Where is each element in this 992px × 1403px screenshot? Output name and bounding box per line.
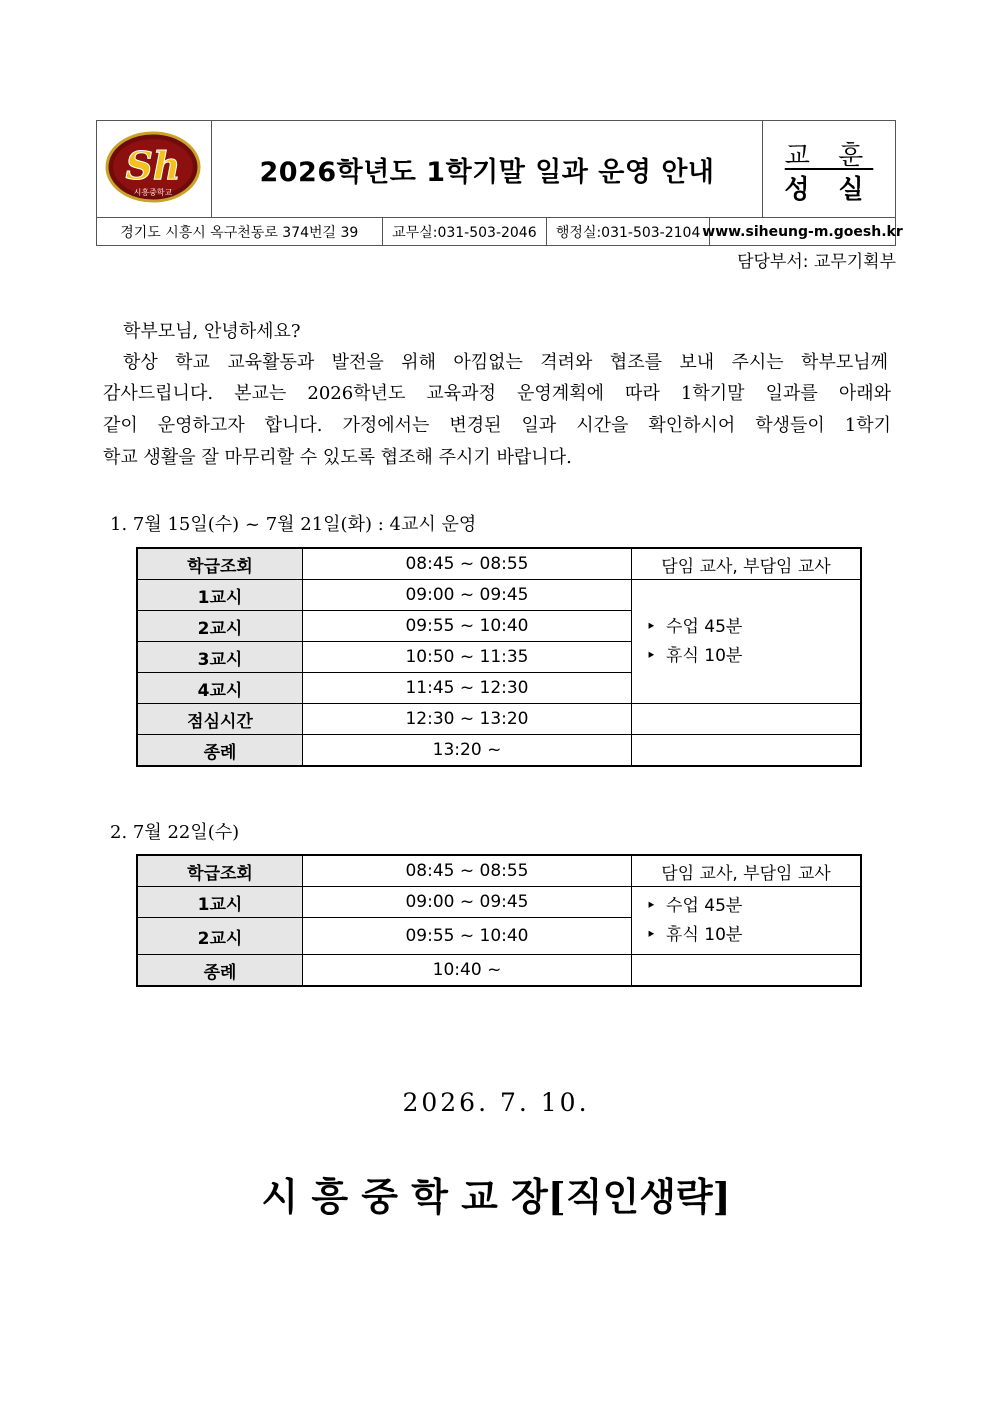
period-notes: [632, 580, 862, 704]
issue-date: 2026. 7. 10.: [402, 1088, 590, 1117]
table-row: [137, 887, 861, 918]
row-time: 08:45 ~ 08:55: [303, 855, 632, 887]
school-logo: [97, 121, 212, 217]
empty-note: [632, 955, 862, 987]
row-label: 2교시: [137, 611, 303, 642]
section2-schedule-table: [136, 854, 862, 987]
section2-heading: 2. 7월 22일(수): [110, 822, 240, 843]
empty-note: [632, 704, 862, 735]
document-title: 2026학년도 1학기말 일과 운영 안내: [212, 121, 763, 217]
row-label: 4교시: [137, 673, 303, 704]
row-label: 점심시간: [137, 704, 303, 735]
homeroom-note: 담임 교사, 부담임 교사: [632, 855, 862, 887]
school-website: www.siheung-m.goesh.kr: [702, 223, 903, 240]
row-label: 종례: [137, 735, 303, 767]
school-logo-emblem: [97, 121, 211, 217]
logo-text: Sh: [125, 143, 181, 188]
table-row: [137, 955, 861, 987]
homeroom-note: 담임 교사, 부담임 교사: [632, 548, 862, 580]
section1-heading: 1. 7월 15일(수) ~ 7월 21일(화) : 4교시 운영: [110, 514, 477, 535]
row-time: 10:50 ~ 11:35: [303, 642, 632, 673]
row-label: 1교시: [137, 887, 303, 918]
department-label: 담당부서: 교무기획부: [737, 252, 896, 272]
letter-line-4: 학교 생활을 잘 마무리할 수 있도록 협조해 주시기 바랍니다.: [103, 447, 572, 468]
school-motto: [763, 121, 895, 217]
row-time: 12:30 ~ 13:20: [303, 704, 632, 735]
letter-line-3: 같이 운영하고자 합니다. 가정에서는 변경된 일과 시간을 확인하시어 학생들이 1학기: [103, 415, 891, 436]
row-label: 학급조회: [137, 855, 303, 887]
row-label: 3교시: [137, 642, 303, 673]
class-duration-note: ‣ 수업 45분: [646, 892, 860, 921]
table-row: [137, 735, 861, 767]
row-label: 학급조회: [137, 548, 303, 580]
table-row: [137, 855, 861, 887]
section1-schedule-table: [136, 547, 862, 767]
document-header: [96, 120, 903, 246]
greeting: 학부모님, 안녕하세요?: [123, 321, 301, 342]
office-phone: 교무실:031-503-2046: [383, 218, 548, 245]
principal-signature: 시 흥 중 학 교 장[직인생략]: [261, 1174, 731, 1219]
header-title-row: [96, 120, 896, 217]
school-address: 경기도 시흥시 옥구천동로 374번길 39: [97, 218, 383, 245]
row-time: 13:20 ~: [303, 735, 632, 767]
motto-text: 성 실: [784, 175, 874, 205]
header-contact-row: [96, 217, 903, 246]
admin-phone: 행정실:031-503-2104: [547, 218, 710, 245]
table-row: [137, 580, 861, 611]
period-notes: [632, 887, 862, 955]
motto-label: 교 훈: [784, 141, 874, 171]
logo-subtext: 시흥중학교: [133, 188, 173, 197]
row-time: 09:00 ~ 09:45: [303, 580, 632, 611]
letter-line-1: 항상 학교 교육활동과 발전을 위해 아낌없는 격려와 협조를 보내 주시는 학부모님께: [123, 352, 888, 373]
empty-note: [632, 735, 862, 767]
table-row: [137, 704, 861, 735]
row-label: 1교시: [137, 580, 303, 611]
row-label: 2교시: [137, 918, 303, 955]
row-time: 10:40 ~: [303, 955, 632, 987]
row-label: 종례: [137, 955, 303, 987]
row-time: 09:55 ~ 10:40: [303, 611, 632, 642]
table-row: [137, 548, 861, 580]
row-time: 09:00 ~ 09:45: [303, 887, 632, 918]
row-time: 11:45 ~ 12:30: [303, 673, 632, 704]
break-duration-note: ‣ 휴식 10분: [646, 642, 860, 671]
row-time: 08:45 ~ 08:55: [303, 548, 632, 580]
row-time: 09:55 ~ 10:40: [303, 918, 632, 955]
break-duration-note: ‣ 휴식 10분: [646, 921, 860, 950]
class-duration-note: ‣ 수업 45분: [646, 613, 860, 642]
letter-line-2: 감사드립니다. 본교는 2026학년도 교육과정 운영계획에 따라 1학기말 일과를 아래와: [103, 383, 891, 404]
